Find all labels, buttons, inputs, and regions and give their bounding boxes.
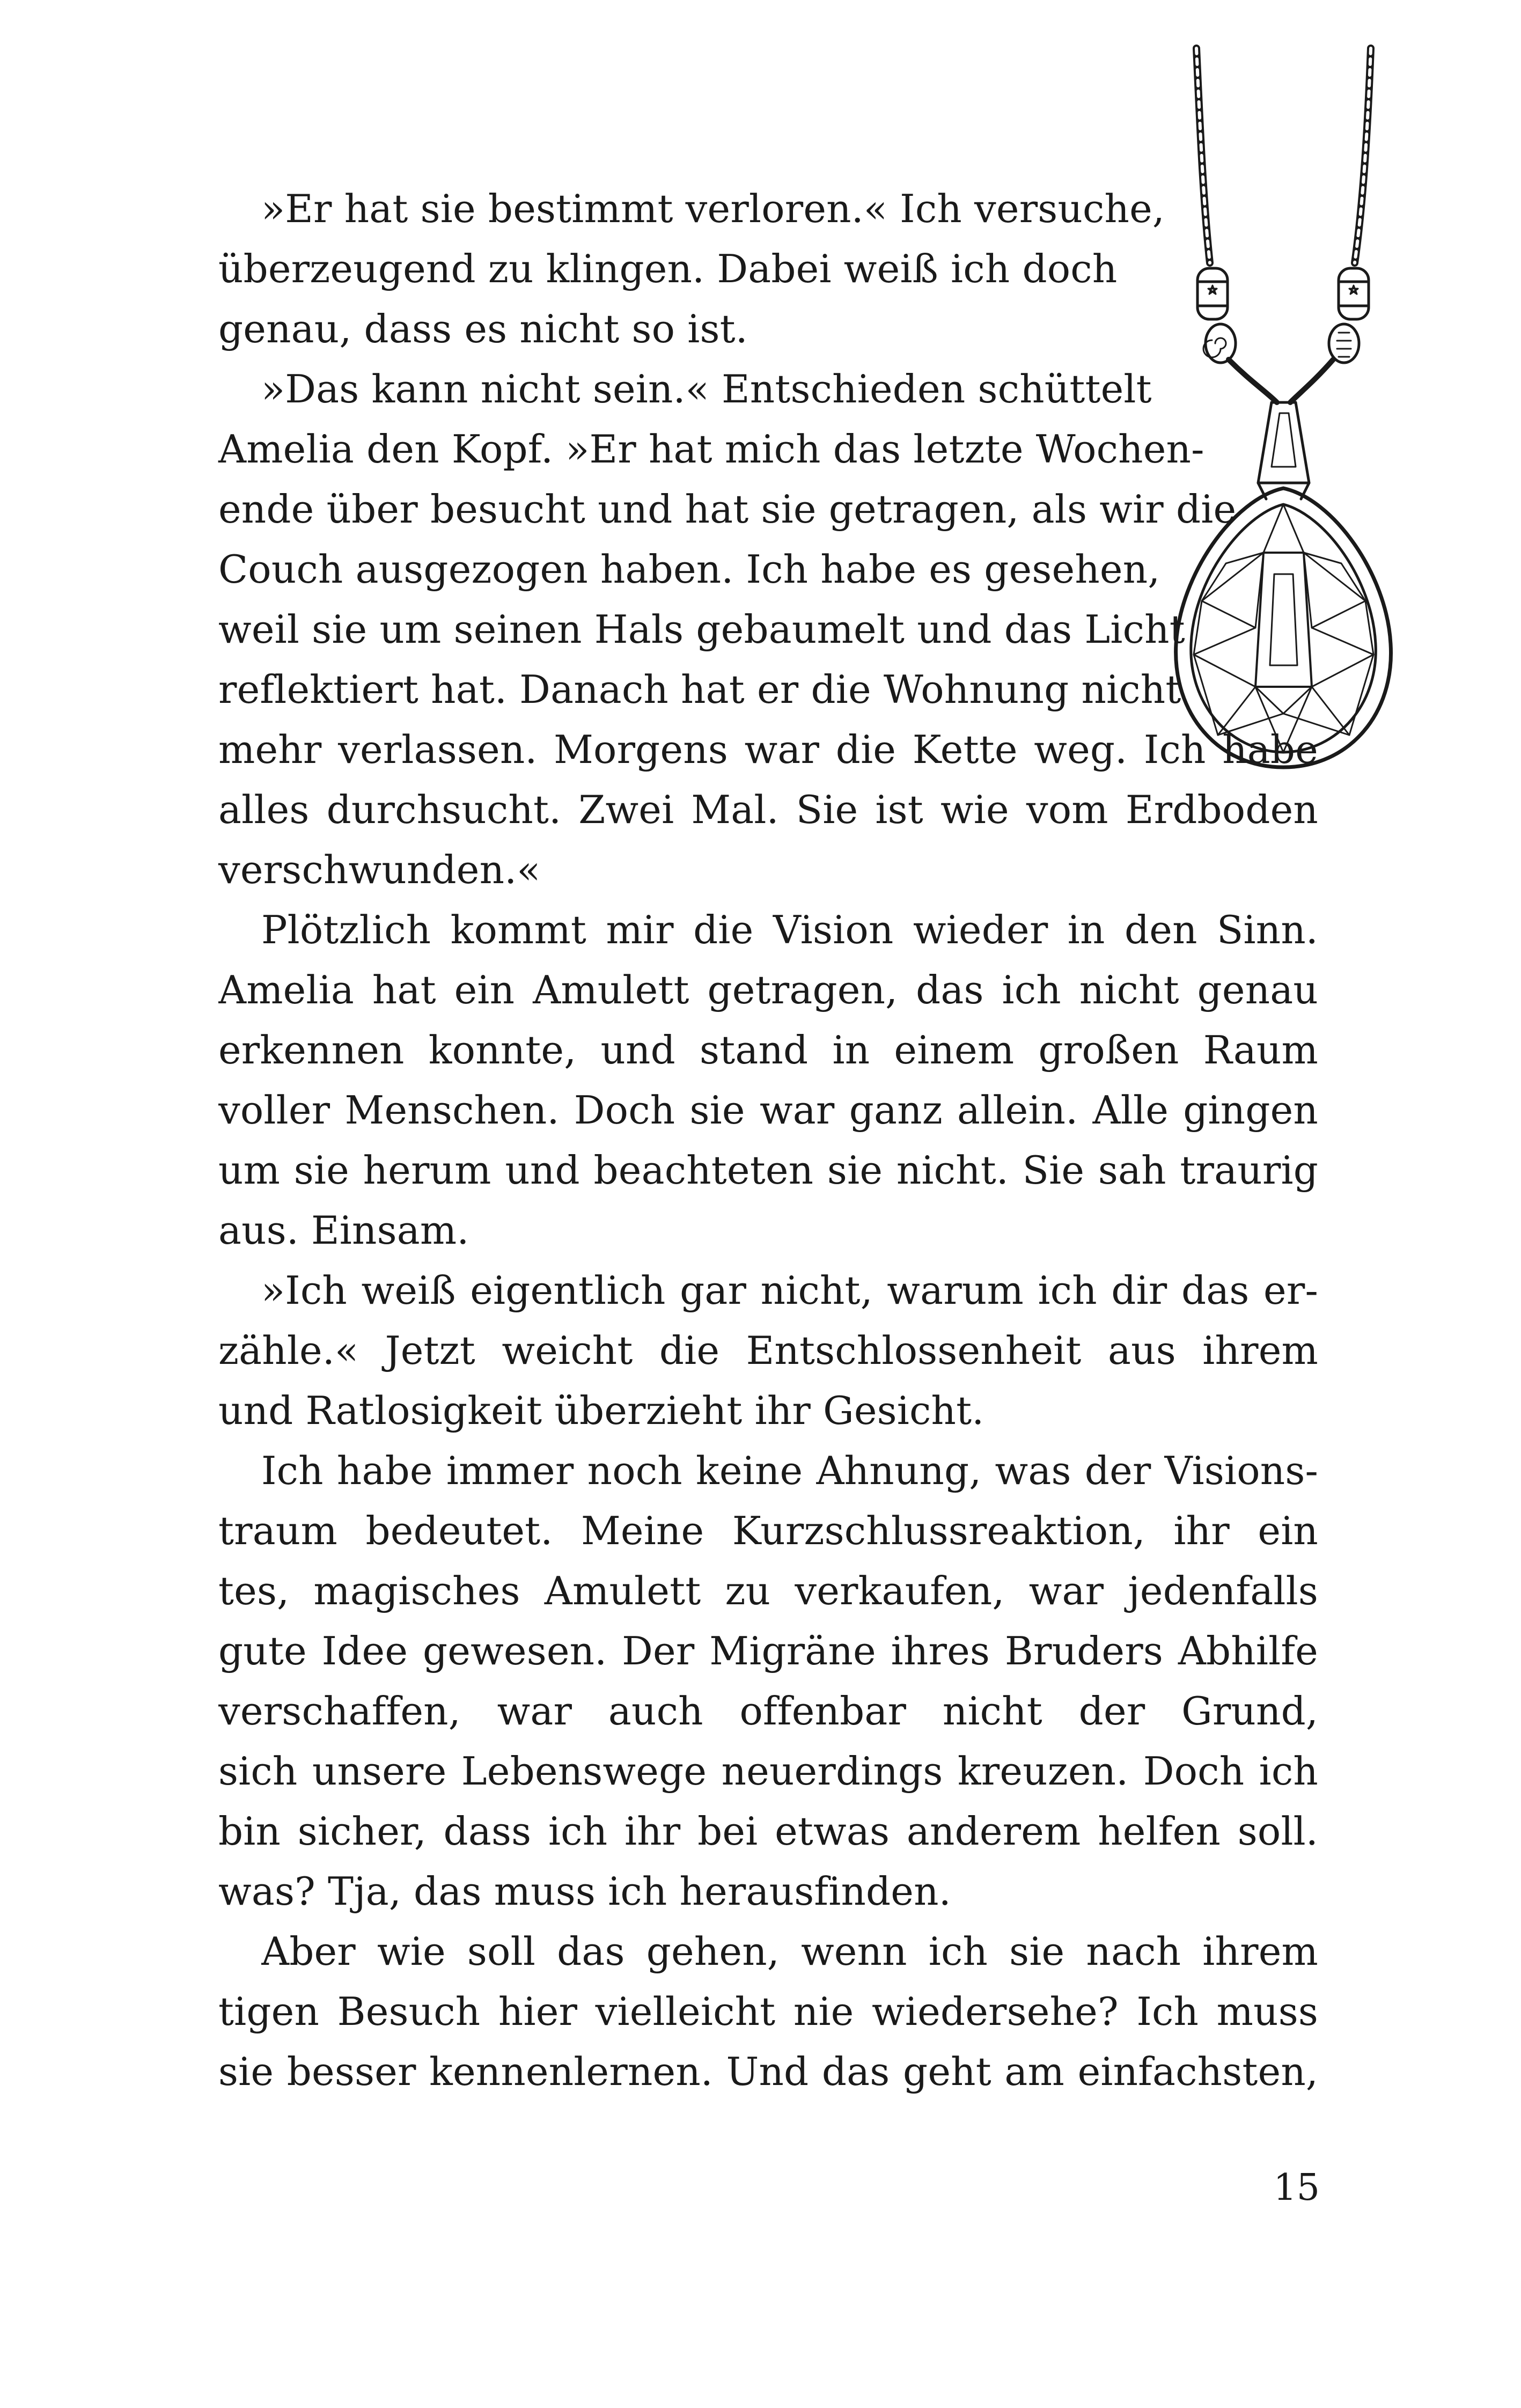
- text-line: tes, magisches Amulett zu verkaufen, war jedenfalls: [218, 1568, 1318, 1613]
- text-line: zähle.« Jetzt weicht die Entschlossenheit aus ihrem: [218, 1328, 1318, 1373]
- pendant-necklace-illustration: [1170, 38, 1400, 794]
- text-line: und Ratlosigkeit überzieht ihr Gesicht.: [218, 1388, 984, 1433]
- text-line: aus. Einsam.: [218, 1208, 469, 1253]
- text-line: überzeugend zu klingen. Dabei weiß ich doch: [218, 246, 1118, 291]
- text-line: traum bedeutet. Meine Kurzschlussreaktion, ihr ein: [218, 1508, 1318, 1553]
- text-line: gute Idee gewesen. Der Migräne ihres Bruders Abhilfe: [218, 1628, 1318, 1673]
- text-line: weil sie um seinen Hals gebaumelt und das Licht: [218, 607, 1185, 652]
- text-line: ende über besucht und hat sie getragen, als wir die: [218, 487, 1237, 532]
- text-line: voller Menschen. Doch sie war ganz allein. Alle gingen: [218, 1088, 1318, 1133]
- text-line: sie besser kennenlernen. Und das geht am einfachsten,: [218, 2049, 1318, 2094]
- text-line: mehr verlassen. Morgens war die Kette weg. Ich habe: [218, 727, 1318, 772]
- text-line: Amelia hat ein Amulett getragen, das ich nicht genau: [218, 967, 1318, 1012]
- text-line: verschaffen, war auch offenbar nicht der Grund,: [218, 1688, 1318, 1734]
- text-line: »Er hat sie bestimmt verloren.« Ich versuche,: [261, 186, 1165, 231]
- text-line: um sie herum und beachteten sie nicht. Sie sah traurig: [218, 1148, 1318, 1193]
- text-line: Ich habe immer noch keine Ahnung, was der Visions-: [261, 1448, 1318, 1493]
- text-line: verschwunden.«: [218, 847, 541, 892]
- text-line: sich unsere Lebenswege neuerdings kreuzen. Doch ich: [218, 1749, 1318, 1794]
- text-line: Couch ausgezogen haben. Ich habe es gesehen,: [218, 547, 1160, 592]
- text-line: Plötzlich kommt mir die Vision wieder in den Sinn.: [261, 907, 1318, 952]
- text-line: Aber wie soll das gehen, wenn ich sie nach ihrem: [261, 1929, 1318, 1974]
- text-line: reflektiert hat. Danach hat er die Wohnung nicht: [218, 667, 1181, 712]
- text-line: bin sicher, dass ich ihr bei etwas anderem helfen soll.: [218, 1809, 1318, 1854]
- page-number: 15: [1273, 2167, 1320, 2209]
- text-line: alles durchsucht. Zwei Mal. Sie ist wie vom Erdboden: [218, 787, 1318, 832]
- text-line: genau, dass es nicht so ist.: [218, 306, 748, 351]
- text-line: erkennen konnte, und stand in einem großen Raum: [218, 1027, 1318, 1073]
- text-line: Amelia den Kopf. »Er hat mich das letzte Wochen-: [218, 427, 1204, 472]
- text-line: tigen Besuch hier vielleicht nie wiedersehe? Ich muss: [218, 1989, 1318, 2034]
- text-line: was? Tja, das muss ich herausfinden.: [218, 1869, 951, 1914]
- text-line: »Ich weiß eigentlich gar nicht, warum ich dir das er-: [261, 1268, 1318, 1313]
- text-line: »Das kann nicht sein.« Entschieden schüttelt: [261, 366, 1152, 412]
